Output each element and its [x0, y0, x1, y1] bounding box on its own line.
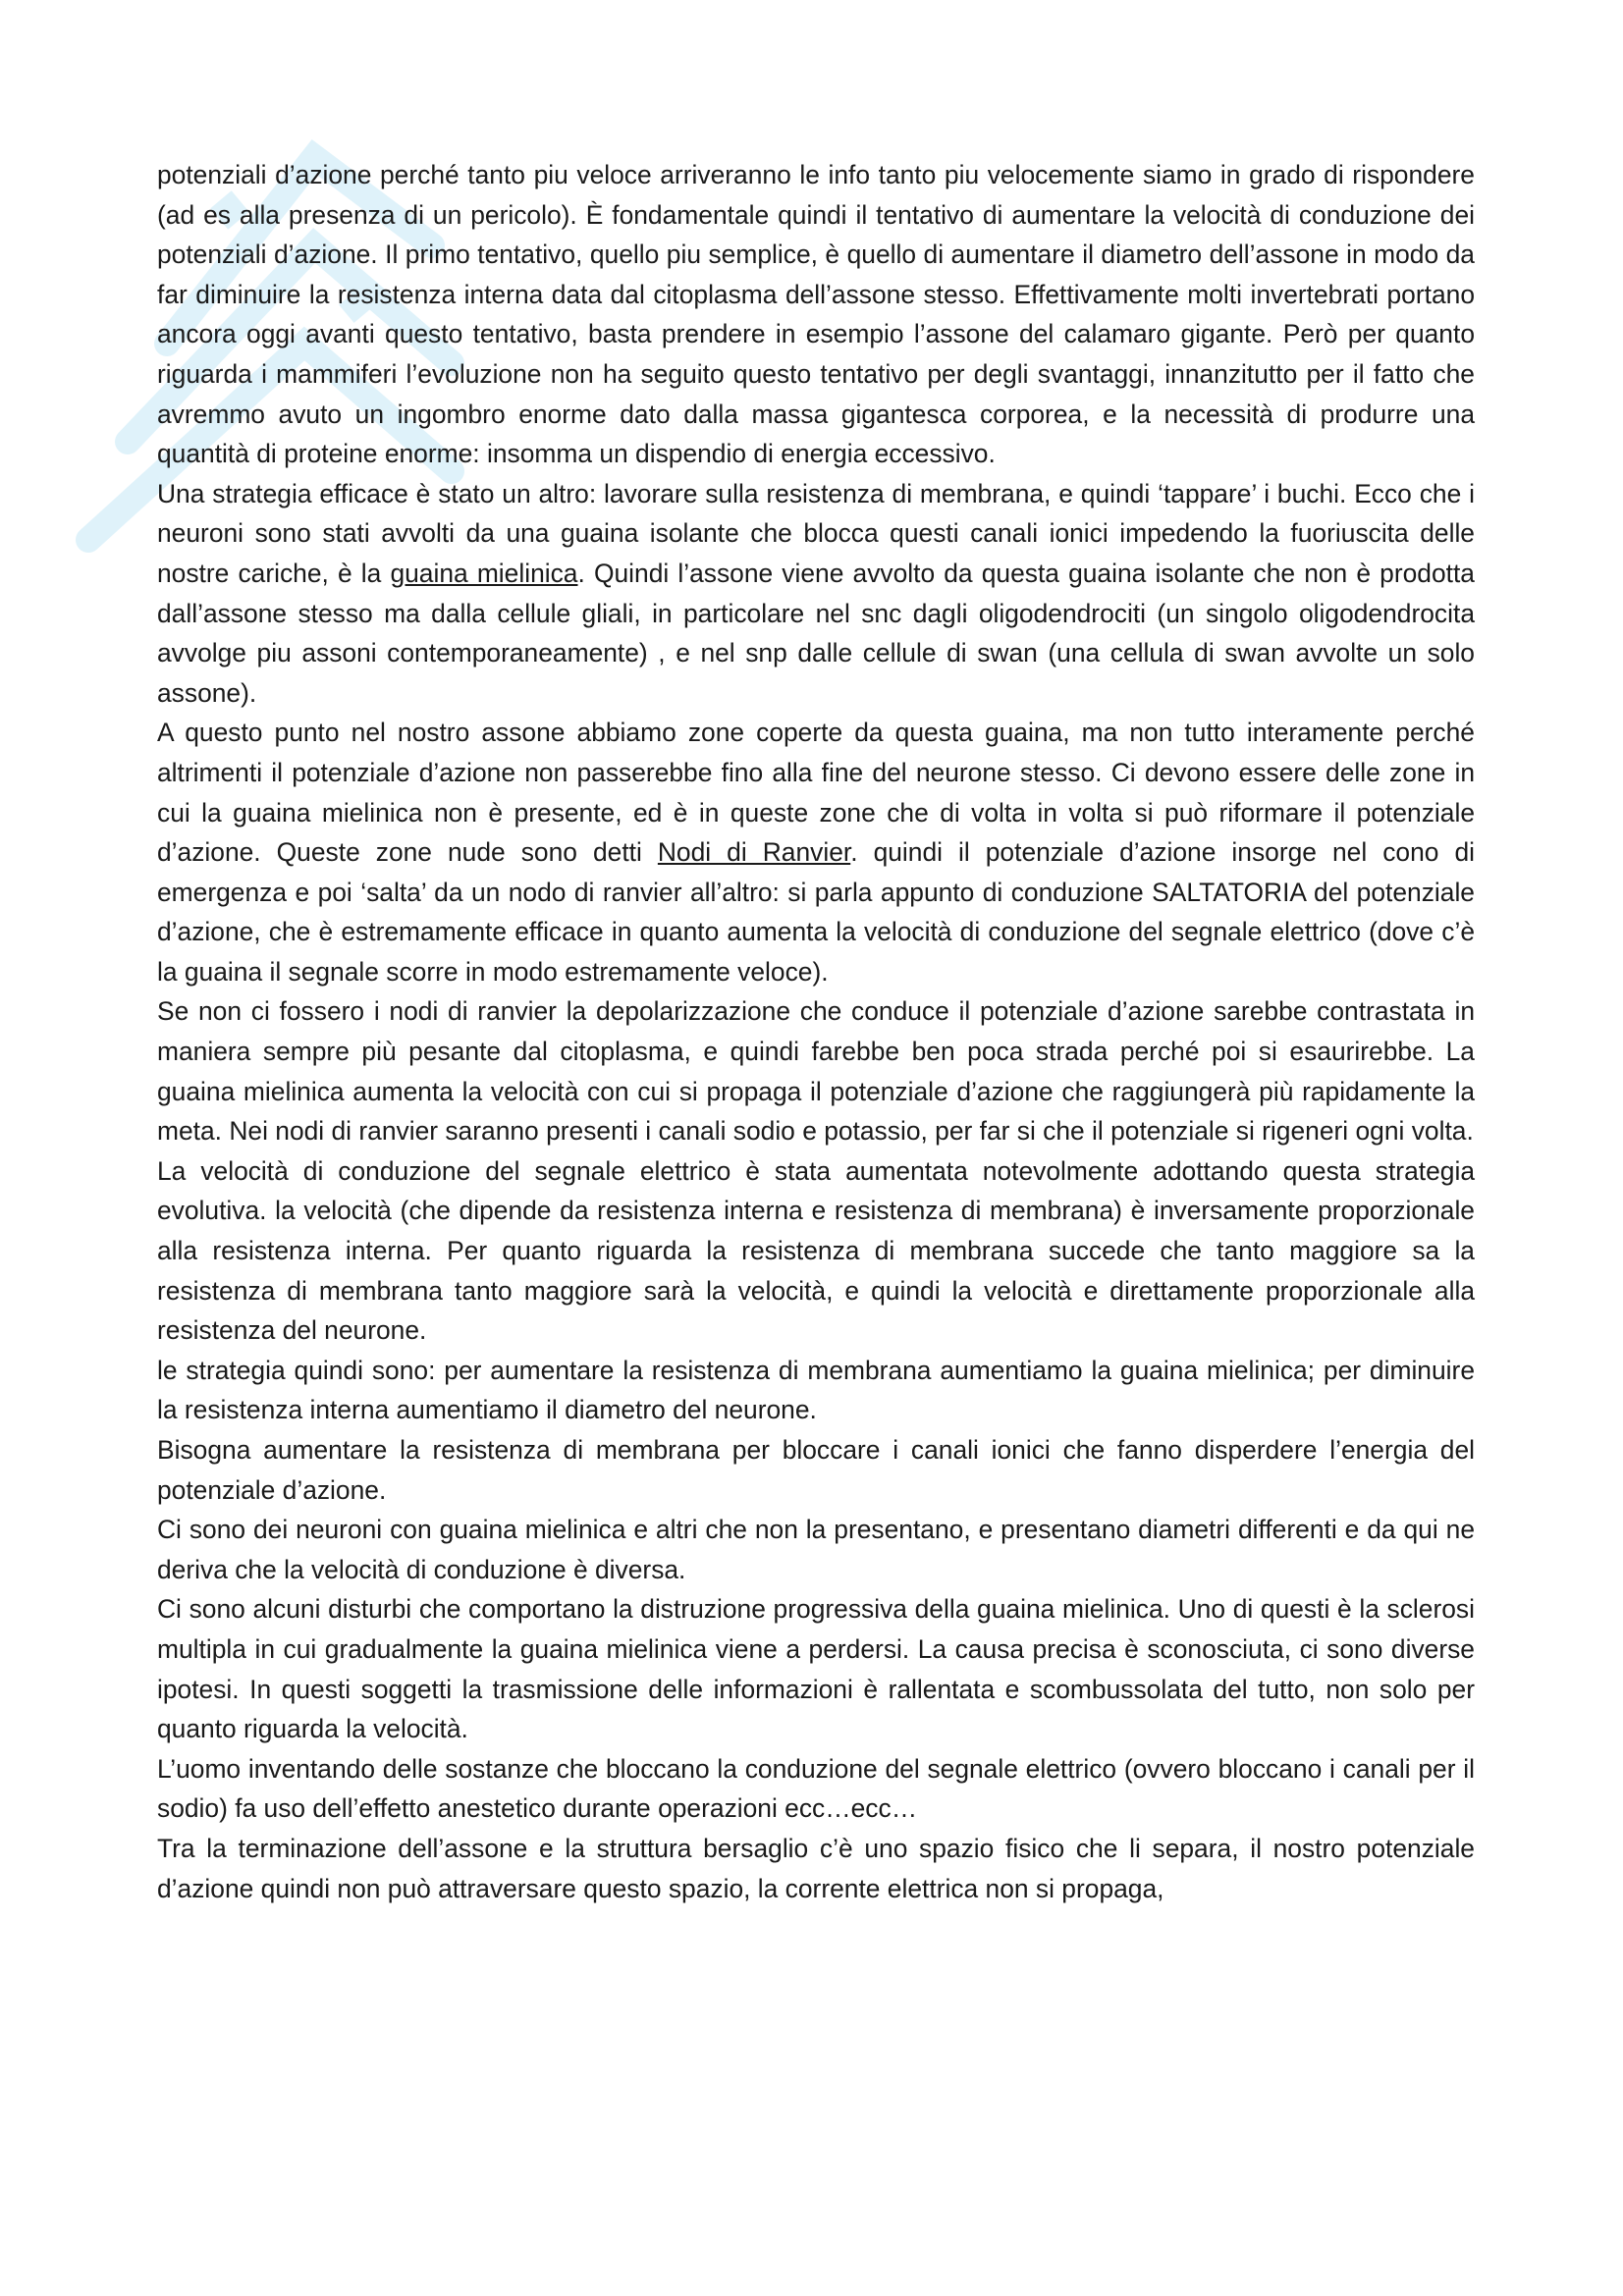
paragraph-text: . Quindi l’assone viene avvolto da questa guaina isolante che non è prodotta dall’assone stesso ma dalla cellule gliali, in particolare nel snc dagli oligodendrociti (un singolo oligodendrocita avvolge piu assoni contemporaneamente) , e nel snp dalle cellule di swan (una cellula di swan avvolte un solo assone). — [157, 558, 1475, 708]
paragraph — [157, 991, 1475, 1150]
paragraph — [157, 1589, 1475, 1748]
underlined-term: Nodi di Ranvier — [657, 837, 851, 868]
paragraph — [157, 155, 1475, 474]
paragraph — [157, 713, 1475, 991]
paragraph-text: A questo punto nel nostro assone abbiamo zone coperte da questa guaina, ma non tutto interamente perché altrimenti il potenziale d’azione non passerebbe fino alla fine del neurone stesso. Ci devono essere delle zone in cui la guaina mielinica non è presente, ed è in queste zone che di volta in volta si può riformare il potenziale d’azione. Queste zone nude sono detti — [157, 718, 1475, 868]
document-body — [157, 155, 1475, 1908]
paragraph-text: L’uomo inventando delle sostanze che bloccano la conduzione del segnale elettrico (ovvero bloccano i canali per il sodio) fa uso dell’effetto anestetico durante operazioni ecc…ecc… — [157, 1753, 1475, 1824]
paragraph-text: potenziali d’azione perché tanto piu veloce arriveranno le info tanto piu velocemente siamo in grado di rispondere (ad es alla presenza di un pericolo). È fondamentale quindi il tentativo di aumentare la velocità di conduzione dei potenziali d’azione. Il primo tentativo, quello piu semplice, è quello di aumentare il diametro dell’assone in modo da far diminuire la resistenza interna data dal citoplasma dell’assone stesso. Effettivamente molti invertebrati portano ancora oggi avanti questo tentativo, basta prendere in esempio l’assone del calamaro gigante. Però per quanto riguarda i mammiferi l’evoluzione non ha seguito questo tentativo per degli svantaggi, innanzitutto per il fatto che avremmo avuto un ingombro enorme dato dalla massa gigantesca corporea, e la necessità di produrre una quantità di proteine enorme: insomma un dispendio di energia eccessivo. — [157, 160, 1475, 469]
underlined-term: guaina mielinica — [390, 558, 578, 588]
paragraph-text: Tra la terminazione dell’assone e la struttura bersaglio c’è uno spazio fisico che li separa, il nostro potenziale d’azione quindi non può attraversare questo spazio, la corrente elettrica non si propaga, — [157, 1833, 1475, 1903]
paragraph-text: Ci sono alcuni disturbi che comportano la distruzione progressiva della guaina mielinica. Uno di questi è la sclerosi multipla in cui gradualmente la guaina mielinica viene a perdersi. La causa precisa è sconosciuta, ci sono diverse ipotesi. In questi soggetti la trasmissione delle informazioni è rallentata e scombussolata del tutto, non solo per quanto riguarda la velocità. — [157, 1594, 1475, 1744]
paragraph — [157, 1351, 1475, 1430]
paragraph-text: Ci sono dei neuroni con guaina mielinica e altri che non la presentano, e presentano diametri differenti e da qui ne deriva che la velocità di conduzione è diversa. — [157, 1515, 1475, 1584]
paragraph-text: La velocità di conduzione del segnale elettrico è stata aumentata notevolmente adottando questa strategia evolutiva. la velocità (che dipende da resistenza interna e resistenza di membrana) è inversamente proporzionale alla resistenza interna. Per quanto riguarda la resistenza di membrana succede che tanto maggiore sa la resistenza di membrana tanto maggiore sarà la velocità, e quindi la velocità e direttamente proporzionale alla resistenza del neurone. — [157, 1155, 1475, 1346]
paragraph — [157, 1510, 1475, 1589]
paragraph — [157, 1430, 1475, 1510]
paragraph-text: Se non ci fossero i nodi di ranvier la depolarizzazione che conduce il potenziale d’azione sarebbe contrastata in maniera sempre più pesante dal citoplasma, e quindi farebbe ben poca strada perché poi si esaurirebbe. La guaina mielinica aumenta la velocità con cui si propaga il potenziale d’azione che raggiungerà più rapidamente la meta. Nei nodi di ranvier saranno presenti i canali sodio e potassio, per far si che il potenziale si rigeneri ogni volta. — [157, 996, 1475, 1147]
paragraph — [157, 1749, 1475, 1829]
paragraph-text: Una strategia efficace è stato un altro: lavorare sulla resistenza di membrana, e quindi ‘tappare’ i buchi. Ecco che i neuroni sono stati avvolti da una guaina isolante che blocca questi canali ionici impedendo la fuoriuscita delle nostre cariche, è la — [157, 478, 1475, 588]
paragraph-text: Bisogna aumentare la resistenza di membrana per bloccare i canali ionici che fanno disperdere l’energia del potenziale d’azione. — [157, 1435, 1475, 1505]
paragraph-text: le strategia quindi sono: per aumentare la resistenza di membrana aumentiamo la guaina mielinica; per diminuire la resistenza interna aumentiamo il diametro del neurone. — [157, 1355, 1475, 1425]
paragraph — [157, 474, 1475, 714]
paragraph — [157, 1829, 1475, 1908]
paragraph-text: . quindi il potenziale d’azione insorge nel cono di emergenza e poi ‘salta’ da un nodo di ranvier all’altro: si parla appunto di conduzione SALTATORIA del potenziale d’azione, che è estremamente efficace in quanto aumenta la velocità di conduzione del segnale elettrico (dove c’è la guaina il segnale scorre in modo estremamente veloce). — [157, 837, 1476, 987]
paragraph — [157, 1151, 1475, 1351]
